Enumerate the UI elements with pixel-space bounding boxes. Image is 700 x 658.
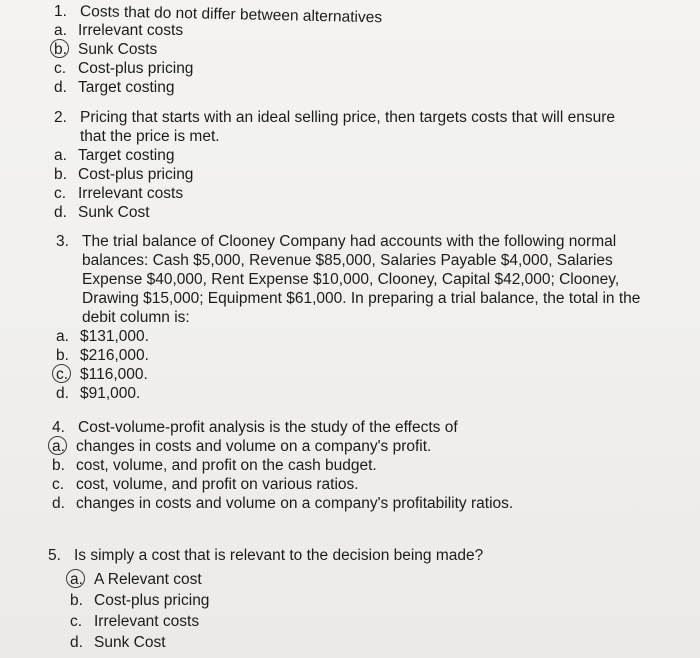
- question-stem: [52, 418, 652, 437]
- option-letter: c.: [54, 185, 67, 202]
- option-b[interactable]: [56, 346, 646, 365]
- question-4: [52, 418, 652, 513]
- option-text: $91,000.: [80, 385, 141, 402]
- option-letter: d.: [56, 385, 69, 402]
- option-text: Sunk Cost: [94, 634, 166, 651]
- option-letter: d.: [70, 634, 83, 651]
- option-text: Irrelevant costs: [94, 613, 200, 630]
- question-text: Is simply a cost that is relevant to the decision being made?: [74, 547, 484, 564]
- question-number: 3.: [56, 233, 69, 250]
- option-letter: b.: [56, 347, 69, 364]
- question-number: 4.: [52, 419, 65, 436]
- option-letter-circled: b.: [54, 40, 78, 59]
- question-number: 5.: [48, 547, 61, 564]
- option-b[interactable]: [52, 456, 652, 475]
- option-letter: a.: [54, 22, 67, 39]
- question-1: [54, 2, 654, 97]
- option-text: Cost-plus pricing: [94, 592, 210, 609]
- question-number: 1.: [54, 3, 67, 20]
- option-d[interactable]: [54, 203, 644, 222]
- option-text: Irrelevant costs: [78, 22, 184, 39]
- option-c[interactable]: [70, 612, 648, 631]
- option-letter: c.: [70, 613, 83, 630]
- option-text: Target costing: [78, 79, 175, 96]
- option-c[interactable]: [52, 475, 652, 494]
- question-number: 2.: [54, 109, 67, 126]
- option-letter: d.: [54, 204, 67, 221]
- question-stem: [48, 546, 648, 565]
- question-2: [54, 108, 644, 222]
- option-letter: c.: [54, 60, 67, 77]
- option-text: $116,000.: [80, 366, 148, 383]
- option-d[interactable]: [70, 633, 648, 652]
- question-stem: [56, 232, 646, 327]
- option-letter: b.: [52, 457, 65, 474]
- option-text: $216,000.: [80, 347, 149, 364]
- option-letter-circled: a.: [70, 570, 94, 589]
- question-5: [48, 546, 648, 652]
- option-letter-circled: a.: [52, 437, 76, 456]
- option-letter: a.: [56, 328, 69, 345]
- option-text: cost, volume, and profit on various ratios.: [76, 476, 359, 493]
- option-a[interactable]: [56, 327, 646, 346]
- option-text: $131,000.: [80, 328, 149, 345]
- question-text: Costs that do not differ between alternatives: [79, 3, 383, 27]
- option-c[interactable]: [56, 365, 646, 384]
- option-d[interactable]: [54, 78, 654, 97]
- option-letter: d.: [54, 79, 67, 96]
- option-c[interactable]: [54, 59, 654, 78]
- option-letter: c.: [52, 476, 65, 493]
- question-text: The trial balance of Clooney Company had accounts with the following normal balances: Cash $5,000, Revenue $85,000, Salaries Payable $4,000, Salaries Expense $40,000, Rent Expense $10,000, Clooney, Capital $42,000; Clooney, Drawing $15,000; Equipment $61,000. In preparing a trial balance, the total in the debit column is:: [82, 233, 641, 326]
- option-b[interactable]: [54, 165, 644, 184]
- question-3: [56, 232, 646, 403]
- option-letter: b.: [54, 166, 67, 183]
- option-letter-circled: c.: [56, 365, 80, 384]
- option-b[interactable]: [70, 591, 648, 610]
- option-letter: a.: [54, 147, 67, 164]
- option-text: cost, volume, and profit on the cash budget.: [76, 457, 377, 474]
- option-text: Sunk Cost: [78, 204, 150, 221]
- option-c[interactable]: [54, 184, 644, 203]
- option-text: Irrelevant costs: [78, 185, 184, 202]
- option-text: changes in costs and volume on a company's profit.: [76, 438, 432, 455]
- option-text: Cost-plus pricing: [78, 166, 194, 183]
- question-stem: [54, 108, 644, 146]
- option-b[interactable]: [54, 40, 654, 59]
- option-a[interactable]: [70, 570, 648, 589]
- option-text: Target costing: [78, 147, 175, 164]
- option-a[interactable]: [54, 146, 644, 165]
- option-a[interactable]: [52, 437, 652, 456]
- option-text: changes in costs and volume on a company's profitability ratios.: [76, 495, 514, 512]
- option-d[interactable]: [52, 494, 652, 513]
- option-letter: d.: [52, 495, 65, 512]
- option-d[interactable]: [56, 384, 646, 403]
- option-letter: b.: [70, 592, 83, 609]
- option-text: A Relevant cost: [94, 571, 202, 588]
- question-text: Cost-volume-profit analysis is the study of the effects of: [78, 419, 458, 436]
- option-text: Sunk Costs: [78, 41, 158, 58]
- option-text: Cost-plus pricing: [78, 60, 194, 77]
- question-text: Pricing that starts with an ideal selling price, then targets costs that will ensure that the price is met.: [80, 109, 616, 145]
- question-stem: [54, 2, 654, 27]
